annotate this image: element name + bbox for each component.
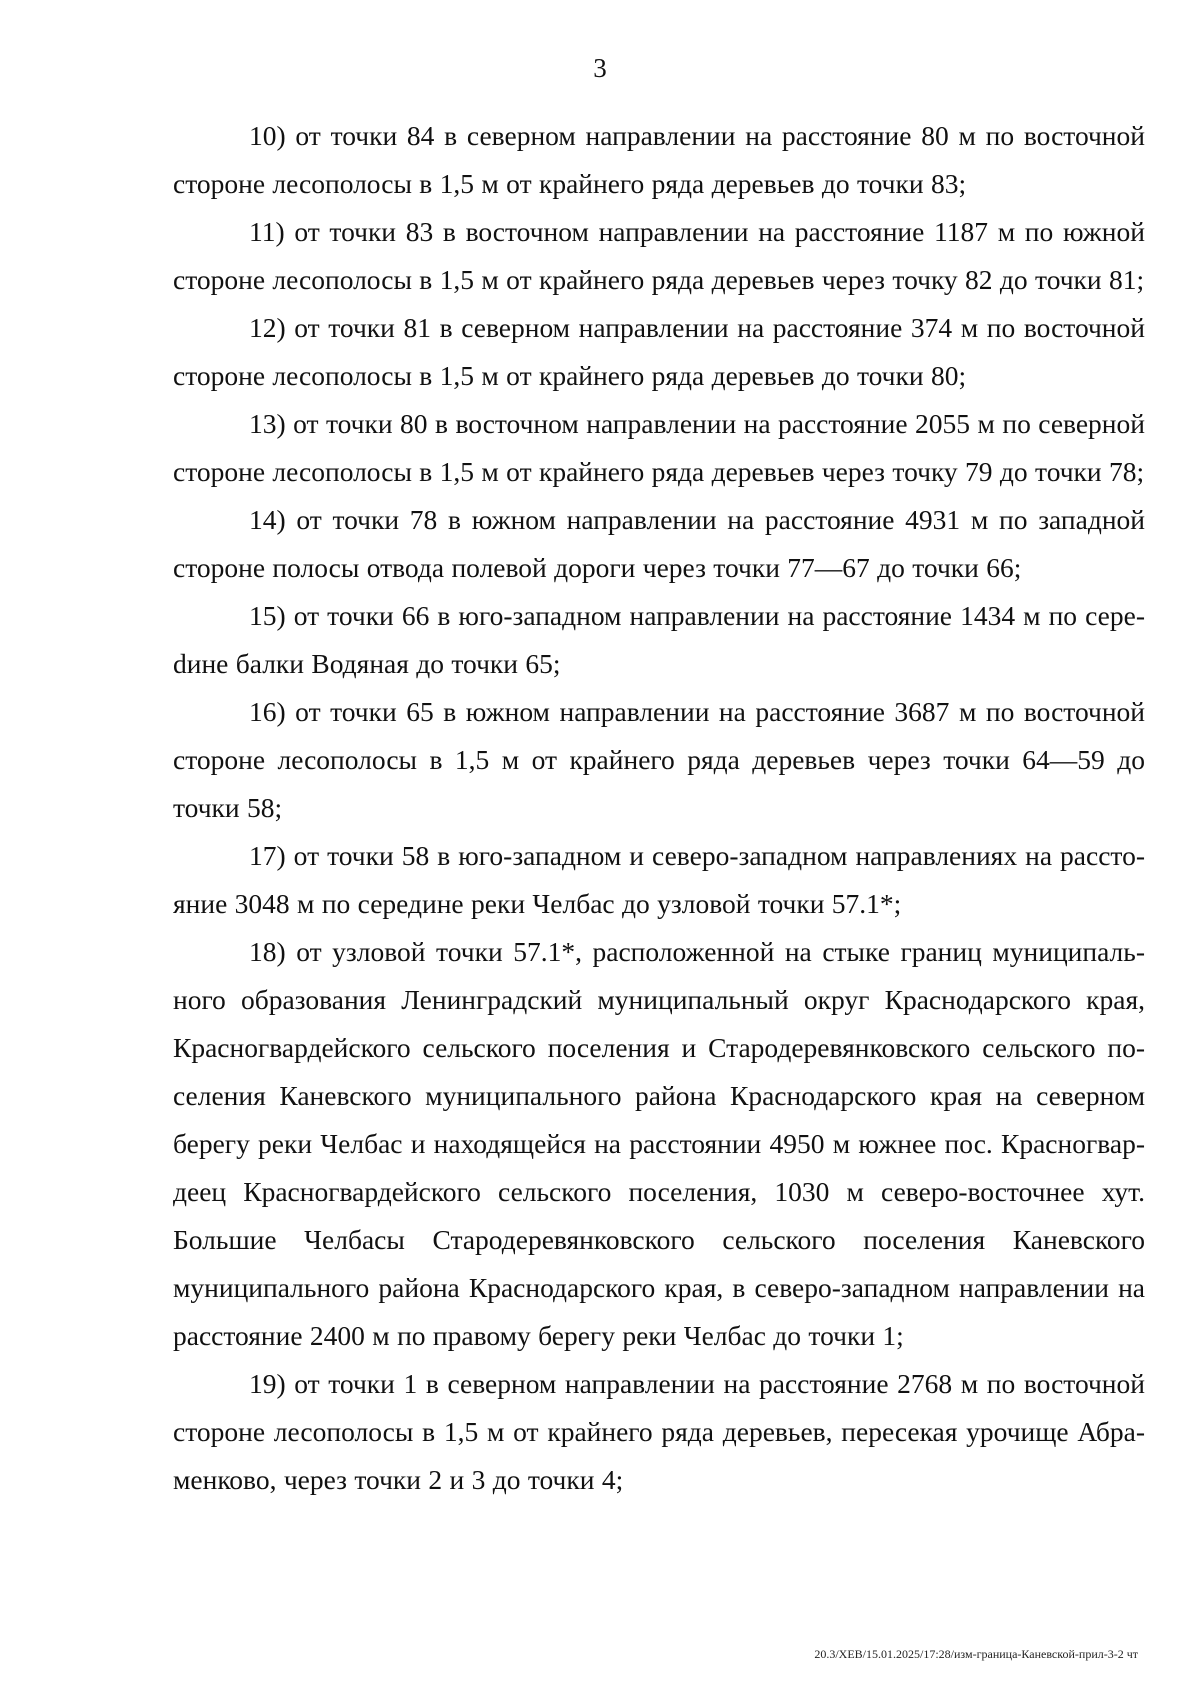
paragraph-16: 16) от точки 65 в южном направлении на расстояние 3687 м по восточной стороне лесополосы в 1,5 м от крайнего ряда деревьев через точки 64—59 до точки 58; xyxy=(173,696,1145,823)
paragraph-10: 10) от точки 84 в северном направлении на расстояние 80 м по восточной стороне лесополосы в 1,5 м от крайнего ряда деревьев до точки 83; xyxy=(173,120,1145,199)
document-body xyxy=(173,112,1145,1504)
footer-file-reference: 20.3/ХЕВ/15.01.2025/17:28/изм-граница-Каневской-прил-3-2 чт xyxy=(814,1647,1138,1661)
paragraph-11: 11) от точки 83 в восточном направлении на расстояние 1187 м по южной стороне лесополосы в 1,5 м от крайнего ряда деревьев через точку 82 до точки 81; xyxy=(173,216,1145,295)
paragraph-15: 15) от точки 66 в юго-западном направлении на расстояние 1434 м по сереdине балки Водяная до точки 65; xyxy=(173,600,1145,679)
paragraph-14: 14) от точки 78 в южном направлении на расстояние 4931 м по западной стороне полосы отвода полевой дороги через точки 77—67 до точки 66; xyxy=(173,504,1145,583)
paragraph-13: 13) от точки 80 в восточном направлении на расстояние 2055 м по северной стороне лесополосы в 1,5 м от крайнего ряда деревьев через точку 79 до точки 78; xyxy=(173,408,1145,487)
paragraph-19: 19) от точки 1 в северном направлении на расстояние 2768 м по восточной стороне лесополосы в 1,5 м от крайнего ряда деревьев, пересекая урочище Абраменково, через точки 2 и 3 до точки 4; xyxy=(173,1368,1145,1495)
paragraph-12: 12) от точки 81 в северном направлении на расстояние 374 м по восточной стороне лесополосы в 1,5 м от крайнего ряда деревьев до точки 80; xyxy=(173,312,1145,391)
paragraph-17: 17) от точки 58 в юго-западном и северо-западном направлениях на расстояние 3048 м по середине реки Челбас до узловой точки 57.1*; xyxy=(173,840,1145,919)
paragraph-18: 18) от узловой точки 57.1*, расположенной на стыке границ муниципального образования Ленинградский муниципальный округ Краснодарского края, Красногвардейского сельского поселения и Стародеревянковского сельского поселения Каневского муниципального района Краснодарского края на северном берегу реки Челбас и находящейся на расстоянии 4950 м южнее пос. Красногвардеец Красногвардейского сельского поселения, 1030 м северо-восточнее хут. Большие Челбасы Стародеревянковского сельского поселения Каневского муниципального района Краснодарского края, в северо-западном направлении на расстояние 2400 м по правому берегу реки Челбас до точки 1; xyxy=(173,936,1145,1351)
page-number: 3 xyxy=(593,53,607,83)
